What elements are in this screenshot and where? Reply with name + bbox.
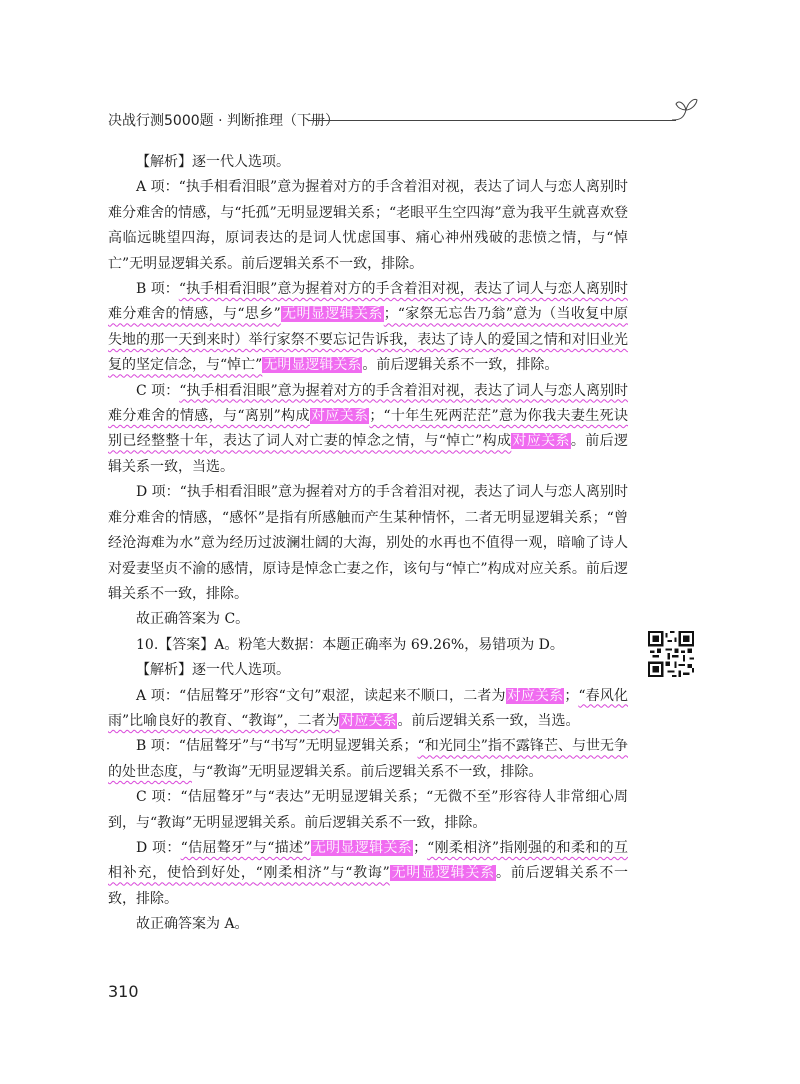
q9-conclusion: 故正确答案为 C。 (136, 611, 250, 628)
answer-label: 【答案】 (158, 636, 215, 653)
analysis-label: 【解析】 (136, 662, 192, 679)
page-header (108, 108, 698, 132)
highlight: 无明显逻辑关系 (390, 865, 495, 882)
q10-answer: 10.【答案】A。粉笔大数据：本题正确率为 69.26%，易错项为 D。 (136, 636, 564, 653)
page-number: 310 (108, 982, 139, 1001)
leaf-sprout-icon (670, 96, 698, 122)
highlight: 无明显逻辑关系 (263, 357, 362, 374)
highlight: 对应关系 (506, 687, 564, 704)
header-rule (308, 120, 676, 121)
q10-option-b: B 项：“佶屈聱牙”与“书写”无明显逻辑关系；“和光同尘”指不露锋芒、与世无争的处世态度，与“教诲”无明显逻辑关系。前后逻辑关系不一致，排除。 (108, 738, 628, 780)
book-title: 决战行测5000题 · 判断推理（下册） (108, 113, 339, 129)
q10-conclusion: 故正确答案为 A。 (136, 916, 249, 933)
q10-option-c: C 项：“佶屈聱牙”与“表达”无明显逻辑关系；“无微不至”形容待人非常细心周到，与“教诲”无明显逻辑关系。前后逻辑关系不一致，排除。 (108, 789, 628, 831)
q10-analysis-heading: 【解析】逐一代人选项。 (136, 662, 290, 679)
highlight: 对应关系 (340, 712, 397, 729)
q10-option-a: A 项：“佶屈聱牙”形容“文句”艰涩，读起来不顺口，二者为对应关系；“春风化雨”比喻良好的教育、“教诲”，二者为对应关系。前后逻辑关系一致，当选。 (108, 687, 628, 729)
q9-analysis-heading: 【解析】逐一代人选项。 (136, 154, 290, 170)
highlight: 对应关系 (512, 433, 570, 450)
highlight: 对应关系 (310, 408, 369, 425)
qr-code-icon[interactable] (648, 631, 694, 677)
q9-option-d: D 项：“执手相看泪眼”意为握着对方的手含着泪对视，表达了词人与恋人离别时难分难舍的情感，“感怀”是指有所感触而产生某种情怀，二者无明显逻辑关系；“曾经沧海难为水”意为经历过波澜壮阔的大海，别处的水再也不值得一观，暗喻了诗人对爱妻坚贞不渝的感情，原诗是悼念亡妻之作，该句与“悼亡”构成对应关系。前后逻辑关系不一致，排除。 (108, 484, 628, 602)
highlight: 无明显逻辑关系 (281, 306, 383, 323)
q9-option-a: A 项：“执手相看泪眼”意为握着对方的手含着泪对视，表达了词人与恋人离别时难分难舍的情感，与“托孤”无明显逻辑关系；“老眼平生空四海”意为我平生就喜欢登高临远眺望四海，原词表达的是词人忧虑国事、痛心神州残破的悲愤之情，与“悼亡”无明显逻辑关系。前后逻辑关系不一致，排除。 (108, 179, 628, 272)
q9-option-b: B 项：“执手相看泪眼”意为握着对方的手含着泪对视，表达了词人与恋人离别时难分难舍的情感，与“思乡”无明显逻辑关系；“家祭无忘告乃翁”意为（当收复中原失地的那一天到来时）举行家祭不要忘记告诉我，表达了诗人的爱国之情和对旧业光复的坚定信念，与“悼亡”无明显逻辑关系。前后逻辑关系不一致，排除。 (108, 281, 628, 374)
page-content (108, 150, 628, 938)
analysis-label: 【解析】 (136, 154, 192, 170)
q9-option-c: C 项：“执手相看泪眼”意为握着对方的手含着泪对视，表达了词人与恋人离别时难分难舍的情感，与“离别”构成对应关系；“十年生死两茫茫”意为你我夫妻生死诀别已经整整十年，表达了词人对亡妻的悼念之情，与“悼亡”构成对应关系。前后逻辑关系一致，当选。 (108, 382, 628, 475)
highlight: 无明显逻辑关系 (311, 839, 413, 856)
q10-option-d: D 项：“佶屈聱牙”与“描述”无明显逻辑关系；“刚柔相济”指刚强的和柔和的互相补充，使恰到好处，“刚柔相济”与“教诲”无明显逻辑关系。前后逻辑关系不一致，排除。 (108, 839, 629, 907)
